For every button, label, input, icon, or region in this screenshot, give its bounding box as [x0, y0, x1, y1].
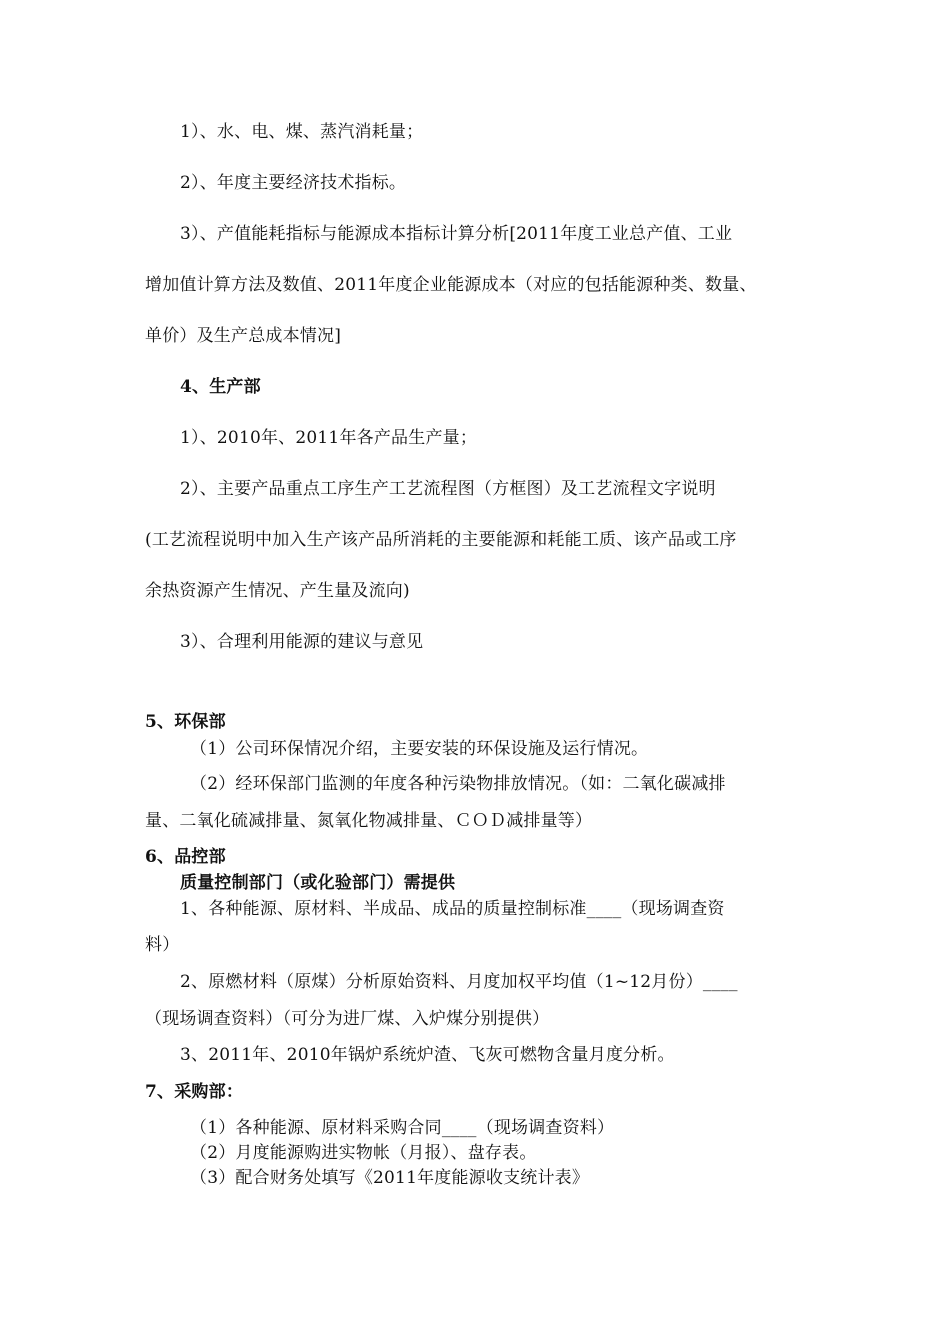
purchasing-item-2: （2）月度能源购进实物帐（月报）、盘存表。 — [190, 1143, 537, 1163]
environment-item-1: （1）公司环保情况介绍，主要安装的环保设施及运行情况。 — [190, 739, 649, 759]
finance-item-3-line-3: 单价）及生产总成本情况] — [145, 326, 342, 346]
production-item-3: 3）、合理利用能源的建议与意见 — [180, 632, 424, 652]
quality-subheading: 质量控制部门（或化验部门）需提供 — [180, 873, 456, 893]
production-item-1: 1）、2010年、2011年各产品生产量； — [180, 428, 478, 448]
production-item-2-line-2: (工艺流程说明中加入生产该产品所消耗的主要能源和耗能工质、该产品或工序 — [145, 530, 737, 550]
finance-item-3-line-2: 增加值计算方法及数值、2011年度企业能源成本（对应的包括能源种类、数量、 — [145, 275, 757, 295]
production-item-2-line-3: 余热资源产生情况、产生量及流向) — [145, 581, 410, 601]
finance-item-3-line-1: 3）、产值能耗指标与能源成本指标计算分析[2011年度工业总产值、工业 — [180, 224, 733, 244]
quality-item-3: 3、2011年、2010年锅炉系统炉渣、飞灰可燃物含量月度分析。 — [180, 1045, 675, 1065]
quality-item-1-line-2: 料） — [145, 935, 180, 955]
production-item-2-line-1: 2）、主要产品重点工序生产工艺流程图（方框图）及工艺流程文字说明 — [180, 479, 716, 499]
finance-item-2: 2）、年度主要经济技术指标。 — [180, 173, 407, 193]
finance-item-1: 1）、水、电、煤、蒸汽消耗量； — [180, 122, 424, 142]
purchasing-heading: 7、采购部： — [145, 1082, 244, 1102]
environment-heading: 5、环保部 — [145, 712, 226, 732]
production-heading: 4、生产部 — [180, 377, 261, 397]
environment-item-2-line-2: 量、二氧化硫减排量、氮氧化物减排量、ＣＯＤ减排量等） — [145, 811, 593, 831]
quality-item-1-line-1: 1、各种能源、原材料、半成品、成品的质量控制标准____（现场调查资 — [180, 899, 725, 919]
environment-item-2-line-1: （2）经环保部门监测的年度各种污染物排放情况。（如：二氧化碳减排 — [190, 774, 726, 794]
quality-heading: 6、品控部 — [145, 847, 226, 867]
quality-item-2-line-1: 2、原燃材料（原煤）分析原始资料、月度加权平均值（1~12月份）____ — [180, 972, 738, 992]
purchasing-item-3: （3）配合财务处填写《2011年度能源收支统计表》 — [190, 1168, 590, 1188]
purchasing-item-1: （1）各种能源、原材料采购合同____（现场调查资料） — [190, 1118, 615, 1138]
quality-item-2-line-2: （现场调查资料）（可分为进厂煤、入炉煤分别提供） — [145, 1009, 550, 1029]
